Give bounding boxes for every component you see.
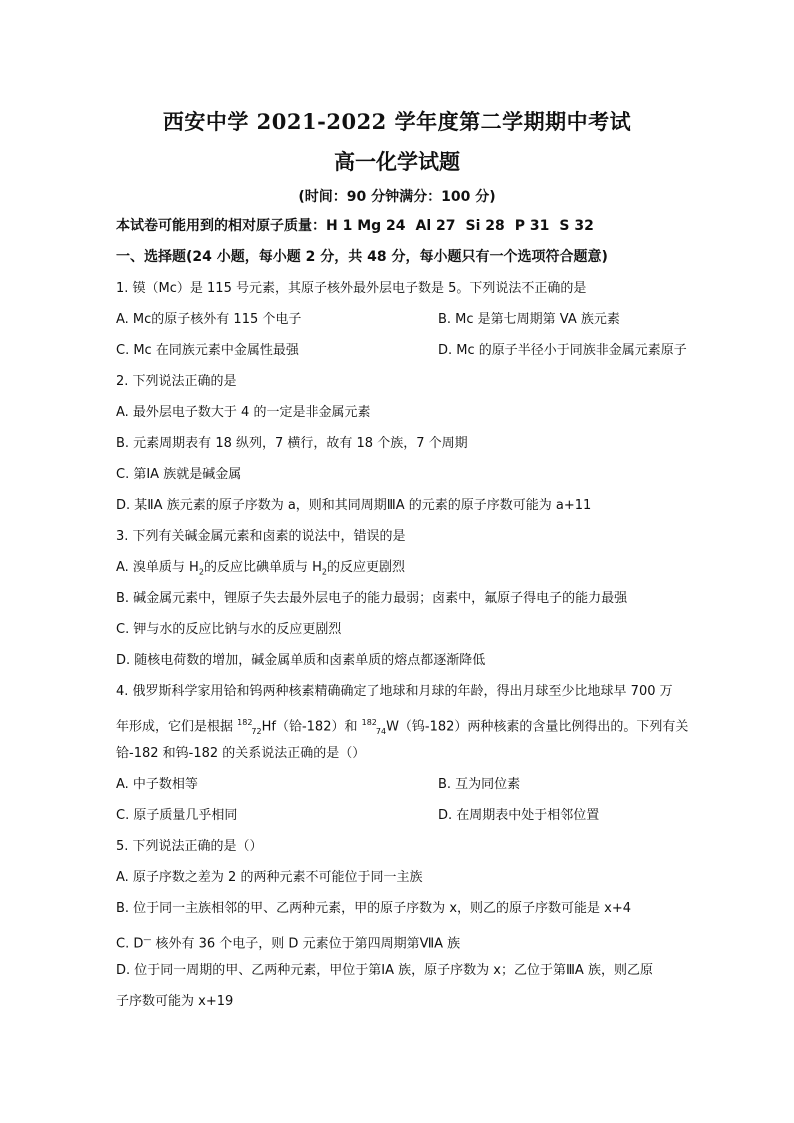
section-heading: 一、选择题(24 小题，每小题 2 分，共 48 分，每小题只有一个选项符合题意) xyxy=(116,249,608,265)
q4-option-a: A. 中子数相等 xyxy=(116,777,198,792)
w-mass-number: 182 xyxy=(361,718,377,727)
q4-option-c: C. 原子质量几乎相同 xyxy=(116,808,238,823)
atomic-mass-line xyxy=(116,211,702,242)
question-1-options-row1 xyxy=(116,304,702,335)
q3-a-pre: A. 溴单质与 H xyxy=(116,560,199,575)
exam-time-info: (时间：90 分钟满分：100 分) xyxy=(298,189,496,205)
q3-a-sub1: 2 xyxy=(198,567,204,577)
q2-option-c: C. 第ⅠA 族就是碱金属 xyxy=(116,467,242,482)
q5-option-c xyxy=(116,924,702,955)
atomic-mass-item: Si 28 xyxy=(465,218,505,234)
exam-title: 西安中学 2021-2022 学年度第二学期期中考试 xyxy=(162,109,632,134)
q1-option-d: D. Mc 的原子半径小于同族非金属元素原子 xyxy=(438,343,687,358)
exam-subtitle: 高一化学试题 xyxy=(334,149,460,174)
q4-line2-pre: 年形成，它们是根据 xyxy=(116,719,238,735)
q3-a-post: 的反应更剧烈 xyxy=(326,560,405,575)
q3-option-a xyxy=(116,552,702,583)
q3-a-mid: 的反应比碘单质与 H xyxy=(203,560,322,575)
q4-option-b: B. 互为同位素 xyxy=(438,777,521,792)
q3-option-b: B. 碱金属元素中，锂原子失去最外层电子的能力最弱；卤素中，氟原子得电子的能力最强 xyxy=(116,591,628,606)
q1-option-a: A. Mc的原子核外有 115 个电子 xyxy=(116,312,302,327)
q5-c-charge: — xyxy=(143,935,152,944)
question-1-options-row2 xyxy=(116,335,702,366)
question-1-stem: 1. 镆（Mc）是 115 号元素，其原子核外最外层电子数是 5。下列说法不正确的是 xyxy=(116,281,587,296)
q5-option-d-line1: D. 位于同一周期的甲、乙两种元素，甲位于第ⅠA 族，原子序数为 x；乙位于第ⅢA 族，则乙原 xyxy=(116,963,653,978)
exam-body xyxy=(116,211,702,1017)
q2-option-a: A. 最外层电子数大于 4 的一定是非金属元素 xyxy=(116,405,371,420)
q5-option-a: A. 原子序数之差为 2 的两种元素不可能位于同一主族 xyxy=(116,870,423,885)
q4-line2-post: W（钨-182）两种核素的含量比例得出的。下列有关 xyxy=(386,719,689,735)
q2-option-d: D. 某ⅡA 族元素的原子序数为 a，则和其同周期ⅢA 的元素的原子序数可能为 a+11 xyxy=(116,498,592,513)
atomic-mass-item: S 32 xyxy=(559,218,594,234)
question-4-options-row2 xyxy=(116,800,702,831)
q4-option-d: D. 在周期表中处于相邻位置 xyxy=(438,808,600,823)
q5-c-post: 核外有 36 个电子，则 D 元素位于第四周期第ⅦA 族 xyxy=(151,936,461,952)
q5-option-d-line2: 子序数可能为 x+19 xyxy=(116,994,234,1009)
w-atomic-number: 74 xyxy=(375,726,387,736)
q2-option-b: B. 元素周期表有 18 纵列，7 横行，故有 18 个族，7 个周期 xyxy=(116,436,468,451)
question-4-options-row1 xyxy=(116,769,702,800)
q3-option-c: C. 钾与水的反应比钠与水的反应更剧烈 xyxy=(116,622,342,637)
q4-line2-mid: Hf（铪-182）和 xyxy=(261,719,362,735)
q1-option-b: B. Mc 是第七周期第 VA 族元素 xyxy=(438,312,620,327)
q3-a-sub2: 2 xyxy=(321,567,327,577)
hf-mass-number: 182 xyxy=(237,718,253,727)
question-4-line1: 4. 俄罗斯科学家用铪和钨两种核素精确确定了地球和月球的年龄，得出月球至少比地球早 700 万 xyxy=(116,684,673,699)
question-5-stem: 5. 下列说法正确的是（） xyxy=(116,839,263,854)
atomic-mass-item: P 31 xyxy=(514,218,550,234)
question-4-line3: 铪-182 和钨-182 的关系说法正确的是（） xyxy=(116,746,366,761)
atomic-mass-label: 本试卷可能用到的相对原子质量： xyxy=(116,218,326,234)
q1-option-c: C. Mc 在同族元素中金属性最强 xyxy=(116,343,299,358)
question-4-line2 xyxy=(116,707,702,738)
question-2-stem: 2. 下列说法正确的是 xyxy=(116,374,237,389)
atomic-mass-item: H 1 Mg 24 xyxy=(326,218,406,234)
q3-option-d: D. 随核电荷数的增加，碱金属单质和卤素单质的熔点都逐渐降低 xyxy=(116,653,486,668)
question-3-stem: 3. 下列有关碱金属元素和卤素的说法中，错误的是 xyxy=(116,529,406,544)
atomic-mass-item: Al 27 xyxy=(415,218,456,234)
q5-c-pre: C. D xyxy=(116,936,144,952)
q5-option-b: B. 位于同一主族相邻的甲、乙两种元素，甲的原子序数为 x，则乙的原子序数可能是 x+4 xyxy=(116,901,631,916)
hf-atomic-number: 72 xyxy=(251,726,262,736)
